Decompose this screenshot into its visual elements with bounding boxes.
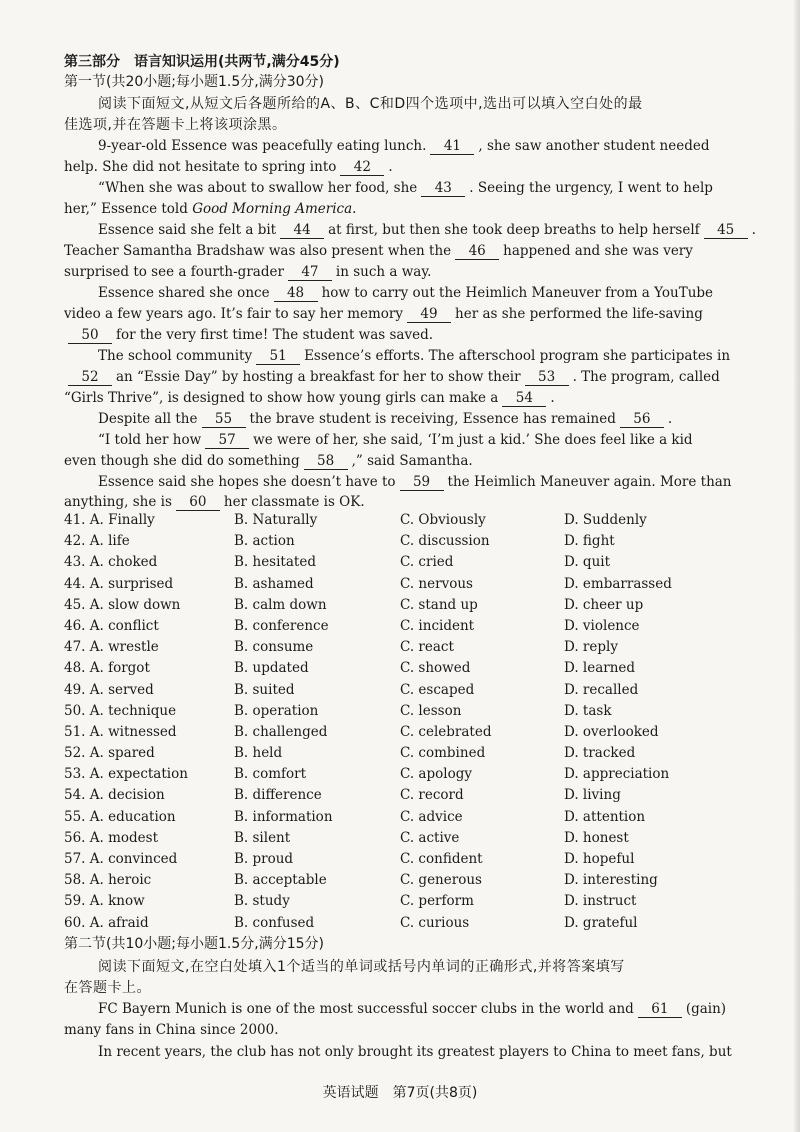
option-b: B. ashamed: [234, 575, 314, 592]
option-row-45: [64, 595, 744, 616]
option-b: B. study: [234, 893, 290, 910]
option-a: 41. A. Finally: [64, 512, 155, 528]
passage-text: at first, but then she took deep breaths to help herself: [328, 222, 700, 238]
option-d: D. Suddenly: [564, 512, 647, 528]
option-c: C. Obviously: [400, 512, 486, 528]
option-c: C. nervous: [400, 575, 473, 592]
option-row-49: [64, 680, 744, 701]
passage-text: Essence shared she once: [98, 285, 270, 301]
blank-56: 56: [620, 411, 664, 428]
section2-instruction-1: 阅读下面短文,在空白处填入1个适当的单词或括号内单词的正确形式,并将答案填写: [98, 959, 625, 975]
option-b: B. Naturally: [234, 512, 318, 528]
option-b: B. hesitated: [234, 554, 316, 571]
option-a: 57. A. convinced: [64, 851, 178, 867]
passage-line: [64, 199, 744, 219]
passage-text: her as she performed the life-saving: [455, 306, 703, 322]
passage-line: [64, 472, 744, 492]
blank-45: 45: [704, 222, 748, 239]
section1-instruction-1: 阅读下面短文,从短文后各题所给的A、B、C和D四个选项中,选出可以填入空白处的最: [98, 96, 643, 112]
blank-48: 48: [274, 285, 318, 302]
option-b: B. suited: [234, 681, 295, 698]
passage-text: “Girls Thrive”, is designed to show how young girls can make a: [64, 390, 499, 406]
option-c: C. confident: [400, 851, 483, 867]
blank-41: 41: [430, 138, 474, 155]
option-b: B. held: [234, 745, 283, 762]
option-a: 48. A. forgot: [64, 660, 150, 677]
option-b: B. proud: [234, 851, 294, 867]
option-c: C. active: [400, 829, 460, 846]
passage-text: the brave student is receiving, Essence has remained: [249, 411, 616, 427]
passage-text: her classmate is OK.: [223, 494, 365, 510]
passage-line: [64, 262, 744, 282]
option-d: D. instruct: [564, 893, 637, 910]
option-a: 60. A. afraid: [64, 914, 149, 931]
passage-text: how to carry out the Heimlich Maneuver from a YouTube: [321, 285, 714, 301]
option-c: C. perform: [400, 893, 474, 910]
passage-text: (gain): [685, 1001, 727, 1017]
blank-49: 49: [407, 306, 451, 323]
option-d: D. fight: [564, 533, 615, 550]
option-row-57: [64, 849, 744, 870]
option-row-60: [64, 913, 744, 934]
option-a: 49. A. served: [64, 681, 154, 698]
option-b: B. calm down: [234, 596, 327, 613]
blank-54: 54: [502, 390, 546, 407]
option-a: 42. A. life: [64, 533, 130, 550]
option-d: D. hopeful: [564, 851, 635, 867]
passage-line: [64, 451, 744, 471]
option-b: B. comfort: [234, 766, 306, 783]
option-c: C. stand up: [400, 596, 478, 613]
section1-title: 第一节(共20小题;每小题1.5分,满分30分): [64, 74, 324, 90]
option-b: B. information: [234, 808, 333, 825]
option-a: 55. A. education: [64, 808, 176, 825]
passage-text: the Heimlich Maneuver again. More than: [447, 474, 732, 490]
passage-line: [64, 241, 744, 261]
option-row-46: [64, 616, 744, 637]
passage-text: The school community: [98, 348, 253, 364]
option-b: B. action: [234, 533, 295, 550]
blank-60: 60: [176, 494, 220, 511]
passage-text: Teacher Samantha Bradshaw was also present when the: [64, 243, 452, 259]
passage-line: [64, 283, 744, 303]
passage-text: an “Essie Day” by hosting a breakfast for her to show their: [116, 369, 521, 385]
blank-46: 46: [455, 243, 499, 260]
option-a: 45. A. slow down: [64, 596, 181, 613]
option-c: C. record: [400, 787, 464, 804]
passage-line: [64, 409, 744, 429]
passage2-line: [64, 999, 744, 1019]
option-a: 44. A. surprised: [64, 575, 174, 592]
blank-44: 44: [280, 222, 324, 239]
option-d: D. task: [564, 702, 612, 719]
passage-text: Essence said she felt a bit: [98, 222, 277, 238]
blank-61: 61: [638, 1001, 682, 1018]
option-row-47: [64, 637, 744, 658]
passage-text: Essence’s efforts. The afterschool program she participates in: [304, 348, 731, 364]
passage-text: .: [667, 411, 673, 427]
part3-title: 第三部分 语言知识运用(共两节,满分45分): [64, 54, 340, 70]
passage-line: [64, 178, 744, 198]
passage-text: for the very first time! The student was saved.: [116, 327, 434, 343]
option-d: D. embarrassed: [564, 575, 672, 592]
passage-text: . Seeing the urgency, I went to help: [469, 180, 713, 196]
option-a: 43. A. choked: [64, 554, 158, 571]
option-row-44: [64, 574, 744, 595]
option-b: B. silent: [234, 829, 291, 846]
option-d: D. attention: [564, 808, 646, 825]
option-c: C. discussion: [400, 533, 490, 550]
option-row-53: [64, 764, 744, 785]
option-b: B. consume: [234, 639, 314, 656]
passage-text: anything, she is: [64, 494, 172, 510]
option-row-52: [64, 743, 744, 764]
option-d: D. grateful: [564, 914, 638, 931]
blank-53: 53: [525, 369, 569, 386]
blank-51: 51: [256, 348, 300, 365]
option-row-50: [64, 701, 744, 722]
section1-instruction-2: 佳选项,并在答题卡上将该项涂黑。: [64, 117, 287, 133]
option-d: D. quit: [564, 554, 611, 571]
option-b: B. conference: [234, 617, 329, 634]
blank-58: 58: [304, 453, 348, 470]
passage-text: Essence said she hopes she doesn’t have to: [98, 474, 396, 490]
option-c: C. combined: [400, 745, 486, 762]
blank-42: 42: [340, 159, 384, 176]
page-edge-shadow: [794, 0, 800, 1132]
passage-line: [64, 325, 744, 345]
option-row-42: [64, 531, 744, 552]
option-b: B. confused: [234, 914, 315, 931]
option-c: C. incident: [400, 617, 475, 634]
page-footer: 英语试题 第7页(共8页): [322, 1085, 478, 1101]
option-c: C. apology: [400, 766, 472, 783]
passage-text: “I told her how: [98, 432, 202, 448]
passage-text: in such a way.: [335, 264, 432, 280]
option-d: D. honest: [564, 829, 629, 846]
blank-59: 59: [400, 474, 444, 491]
passage-text: , she saw another student needed: [478, 138, 710, 154]
option-a: 58. A. heroic: [64, 872, 152, 889]
option-c: C. escaped: [400, 681, 475, 698]
option-b: B. challenged: [234, 723, 328, 740]
passage-text: .: [550, 390, 555, 406]
passage-line: [64, 367, 744, 387]
blank-43: 43: [421, 180, 465, 197]
option-a: 50. A. technique: [64, 702, 177, 719]
option-row-56: [64, 828, 744, 849]
option-c: C. lesson: [400, 702, 462, 719]
passage-line: [64, 220, 756, 240]
option-row-59: [64, 891, 744, 912]
option-row-43: [64, 552, 744, 573]
passage-text: her,” Essence told: [64, 201, 188, 217]
option-a: 46. A. conflict: [64, 617, 159, 634]
option-d: D. violence: [564, 617, 640, 634]
option-b: B. difference: [234, 787, 322, 804]
option-a: 56. A. modest: [64, 829, 159, 846]
option-d: D. appreciation: [564, 766, 670, 783]
passage-line: [64, 346, 744, 366]
option-d: D. cheer up: [564, 596, 644, 613]
passage-line: [64, 157, 744, 177]
passage-line: [64, 430, 744, 450]
option-row-55: [64, 807, 744, 828]
option-d: D. learned: [564, 660, 636, 677]
option-a: 54. A. decision: [64, 787, 165, 804]
passage-text: we were of her, she said, ‘I’m just a kid.’ She does feel like a kid: [253, 432, 693, 448]
passage-line: [64, 136, 744, 156]
option-c: C. showed: [400, 660, 471, 677]
option-a: 53. A. expectation: [64, 766, 188, 783]
passage-line: [64, 492, 744, 512]
option-a: 52. A. spared: [64, 745, 155, 762]
passage-text: “When she was about to swallow her food, she: [98, 180, 418, 196]
option-b: B. updated: [234, 660, 309, 677]
option-d: D. interesting: [564, 872, 658, 889]
passage-text: even though she did do something: [64, 453, 300, 469]
passage-text: surprised to see a fourth-grader: [64, 264, 284, 280]
blank-50: 50: [68, 327, 112, 344]
option-c: C. curious: [400, 914, 470, 931]
option-c: C. generous: [400, 872, 482, 889]
option-row-41: [64, 510, 744, 531]
option-b: B. operation: [234, 702, 319, 719]
option-c: C. celebrated: [400, 723, 492, 740]
option-a: 59. A. know: [64, 893, 145, 910]
passage-text: happened and she was very: [503, 243, 693, 259]
option-c: C. react: [400, 639, 454, 656]
blank-57: 57: [205, 432, 249, 449]
section2-title: 第二节(共10小题;每小题1.5分,满分15分): [64, 936, 324, 952]
option-row-51: [64, 722, 744, 743]
italic-title: Good Morning America: [192, 201, 353, 217]
passage-text: video a few years ago. It’s fair to say her memory: [64, 306, 404, 322]
passage-text: .: [352, 201, 357, 217]
passage-text: 9-year-old Essence was peacefully eating lunch.: [98, 138, 427, 154]
section2-instruction-2: 在答题卡上。: [64, 980, 151, 996]
option-row-48: [64, 658, 744, 679]
passage-text: Despite all the: [98, 411, 198, 427]
option-a: 51. A. witnessed: [64, 723, 177, 740]
option-b: B. acceptable: [234, 872, 327, 889]
passage2-line: many fans in China since 2000.: [64, 1022, 279, 1038]
option-c: C. advice: [400, 808, 463, 825]
option-row-58: [64, 870, 744, 891]
passage-text: .: [751, 222, 756, 238]
option-d: D. recalled: [564, 681, 639, 698]
passage-text: FC Bayern Munich is one of the most successful soccer clubs in the world and: [98, 1001, 634, 1017]
passage-line: [64, 304, 744, 324]
option-d: D. living: [564, 787, 621, 804]
option-a: 47. A. wrestle: [64, 639, 159, 656]
passage-text: .: [388, 159, 393, 175]
passage-text: ,” said Samantha.: [351, 453, 473, 469]
blank-47: 47: [288, 264, 332, 281]
option-row-54: [64, 785, 744, 806]
option-c: C. cried: [400, 554, 454, 571]
passage2-line: In recent years, the club has not only brought its greatest players to China to meet fans, but: [98, 1044, 732, 1060]
option-d: D. tracked: [564, 745, 636, 762]
option-d: D. reply: [564, 639, 618, 656]
option-d: D. overlooked: [564, 723, 659, 740]
blank-55: 55: [202, 411, 246, 428]
passage-text: . The program, called: [572, 369, 720, 385]
options-list: [64, 510, 744, 934]
passage-text: help. She did not hesitate to spring into: [64, 159, 337, 175]
passage-line: [64, 388, 744, 408]
blank-52: 52: [68, 369, 112, 386]
